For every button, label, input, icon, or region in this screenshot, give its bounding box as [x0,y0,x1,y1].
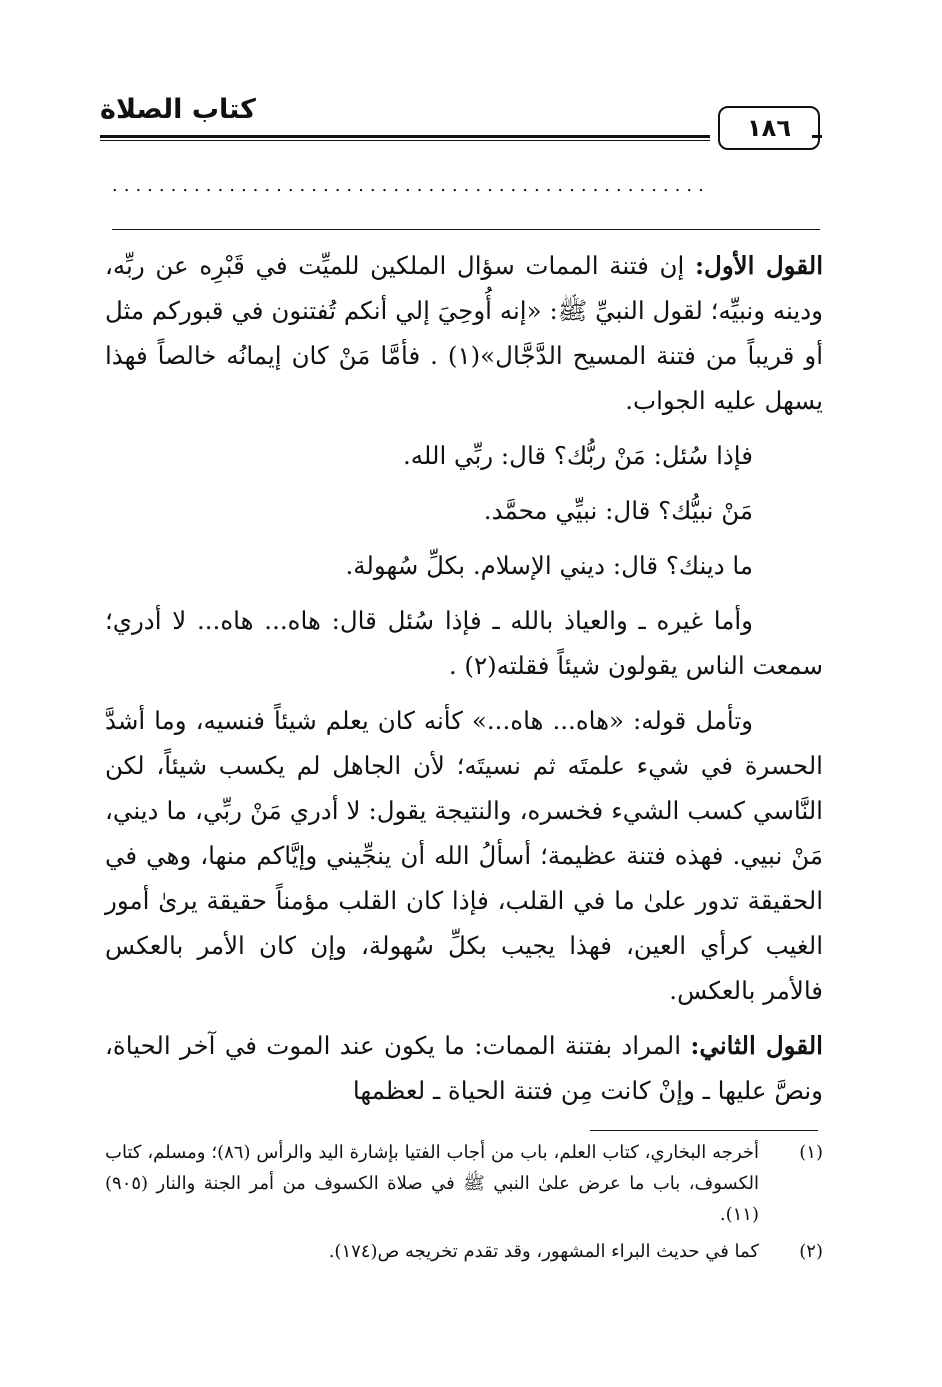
paragraph-text: فإذا سُئل: مَنْ ربُّك؟ قال: ربِّي الله. [402,441,753,470]
footnote-text: كما في حديث البراء المشهور، وقد تقدم تخريجه ص(١٧٤). [328,1241,759,1262]
footnotes [105,1137,823,1267]
page-number-connector [812,135,822,138]
paragraph-text: مَنْ نبيُّك؟ قال: نبيِّي محمَّد. [483,496,753,525]
paragraph-question-prophet [105,488,823,533]
paragraph-text: وتأمل قوله: «هاه... هاه...» كأنه كان يعلم شيئاً فنسيه، وما أشدَّ الحسرة في شيء علمتَه ثم نسيتَه؛ لأن الجاهل لم يكسب شيئاً، لكن النَّاسي كسب الشيء فخسره، والنتيجة يقول: لا أدري مَنْ ربِّي، ما ديني، مَنْ نبيي. فهذه فتنة عظيمة؛ أسألُ الله أن ينجِّيني وإيَّاكم منها، وهي في الحقيقة تدور علىٰ ما في القلب، فإذا كان القلب مؤمناً حقيقة يرىٰ أمور الغيب كرأي العين، فهذا يجيب بكلِّ سُهولة، وإن كان الأمر بالعكس فالأمر بالعكس. [105,706,823,1005]
paragraph-text: المراد بفتنة الممات: ما يكون عند الموت في آخر الحياة، ونصَّ عليها ـ وإنْ كانت مِن فتنة الحياة ـ لعظمها [105,1031,823,1105]
page-number-box [718,106,820,150]
separator-rule [112,229,820,230]
footnote-item [105,1137,823,1230]
paragraph-reflection [105,698,823,1013]
paragraph-text: وأما غيره ـ والعياذ بالله ـ فإذا سُئل قال: هاه... هاه... لا أدري؛ سمعت الناس يقولون شيئاً فقلته(٢) . [105,606,823,680]
paragraph-lead: القول الثاني: [690,1031,823,1060]
paragraph-text: ما دينك؟ قال: ديني الإسلام. بكلِّ سُهولة. [345,551,753,580]
paragraph-text: إن فتنة الممات سؤال الملكين للميِّت في قَبْرِه عن ربِّه، ودينه ونبيِّه؛ لقول النبيِّ ﷺ: «إنه أُوحِيَ إلي أنكم تُفتنون في قبوركم مثل أو قريباً من فتنة المسيح الدَّجَّال»(١) . فأمَّا مَنْ كان إيمانُه خالصاً فهذا يسهل عليه الجواب. [105,251,824,415]
main-text [105,243,823,1113]
footnote-number: (١) [799,1142,823,1163]
footnote-text: أخرجه البخاري، كتاب العلم، باب من أجاب الفتيا بإشارة اليد والرأس (٨٦)؛ ومسلم، كتاب الكسوف، باب ما عرض علىٰ النبي ﷺ في صلاة الكسوف من أمر الجنة والنار (٩٠٥) (١١). [105,1142,759,1225]
header-rule [100,135,710,141]
footnote-item [105,1236,823,1267]
dotted-separator: ................................................... [112,175,710,196]
page-header [100,92,822,152]
footnote-rule [590,1130,818,1131]
paragraph-other [105,598,823,688]
paragraph-lead: القول الأول: [695,251,823,280]
paragraph-second-opinion [105,1023,823,1113]
paragraph-question-lord [105,433,823,478]
paragraph-question-religion [105,543,823,588]
footnote-number: (٢) [799,1241,823,1262]
paragraph-first-opinion [105,243,823,423]
running-title: كتاب الصلاة [100,94,256,125]
page-number: ١٨٦ [747,114,791,142]
